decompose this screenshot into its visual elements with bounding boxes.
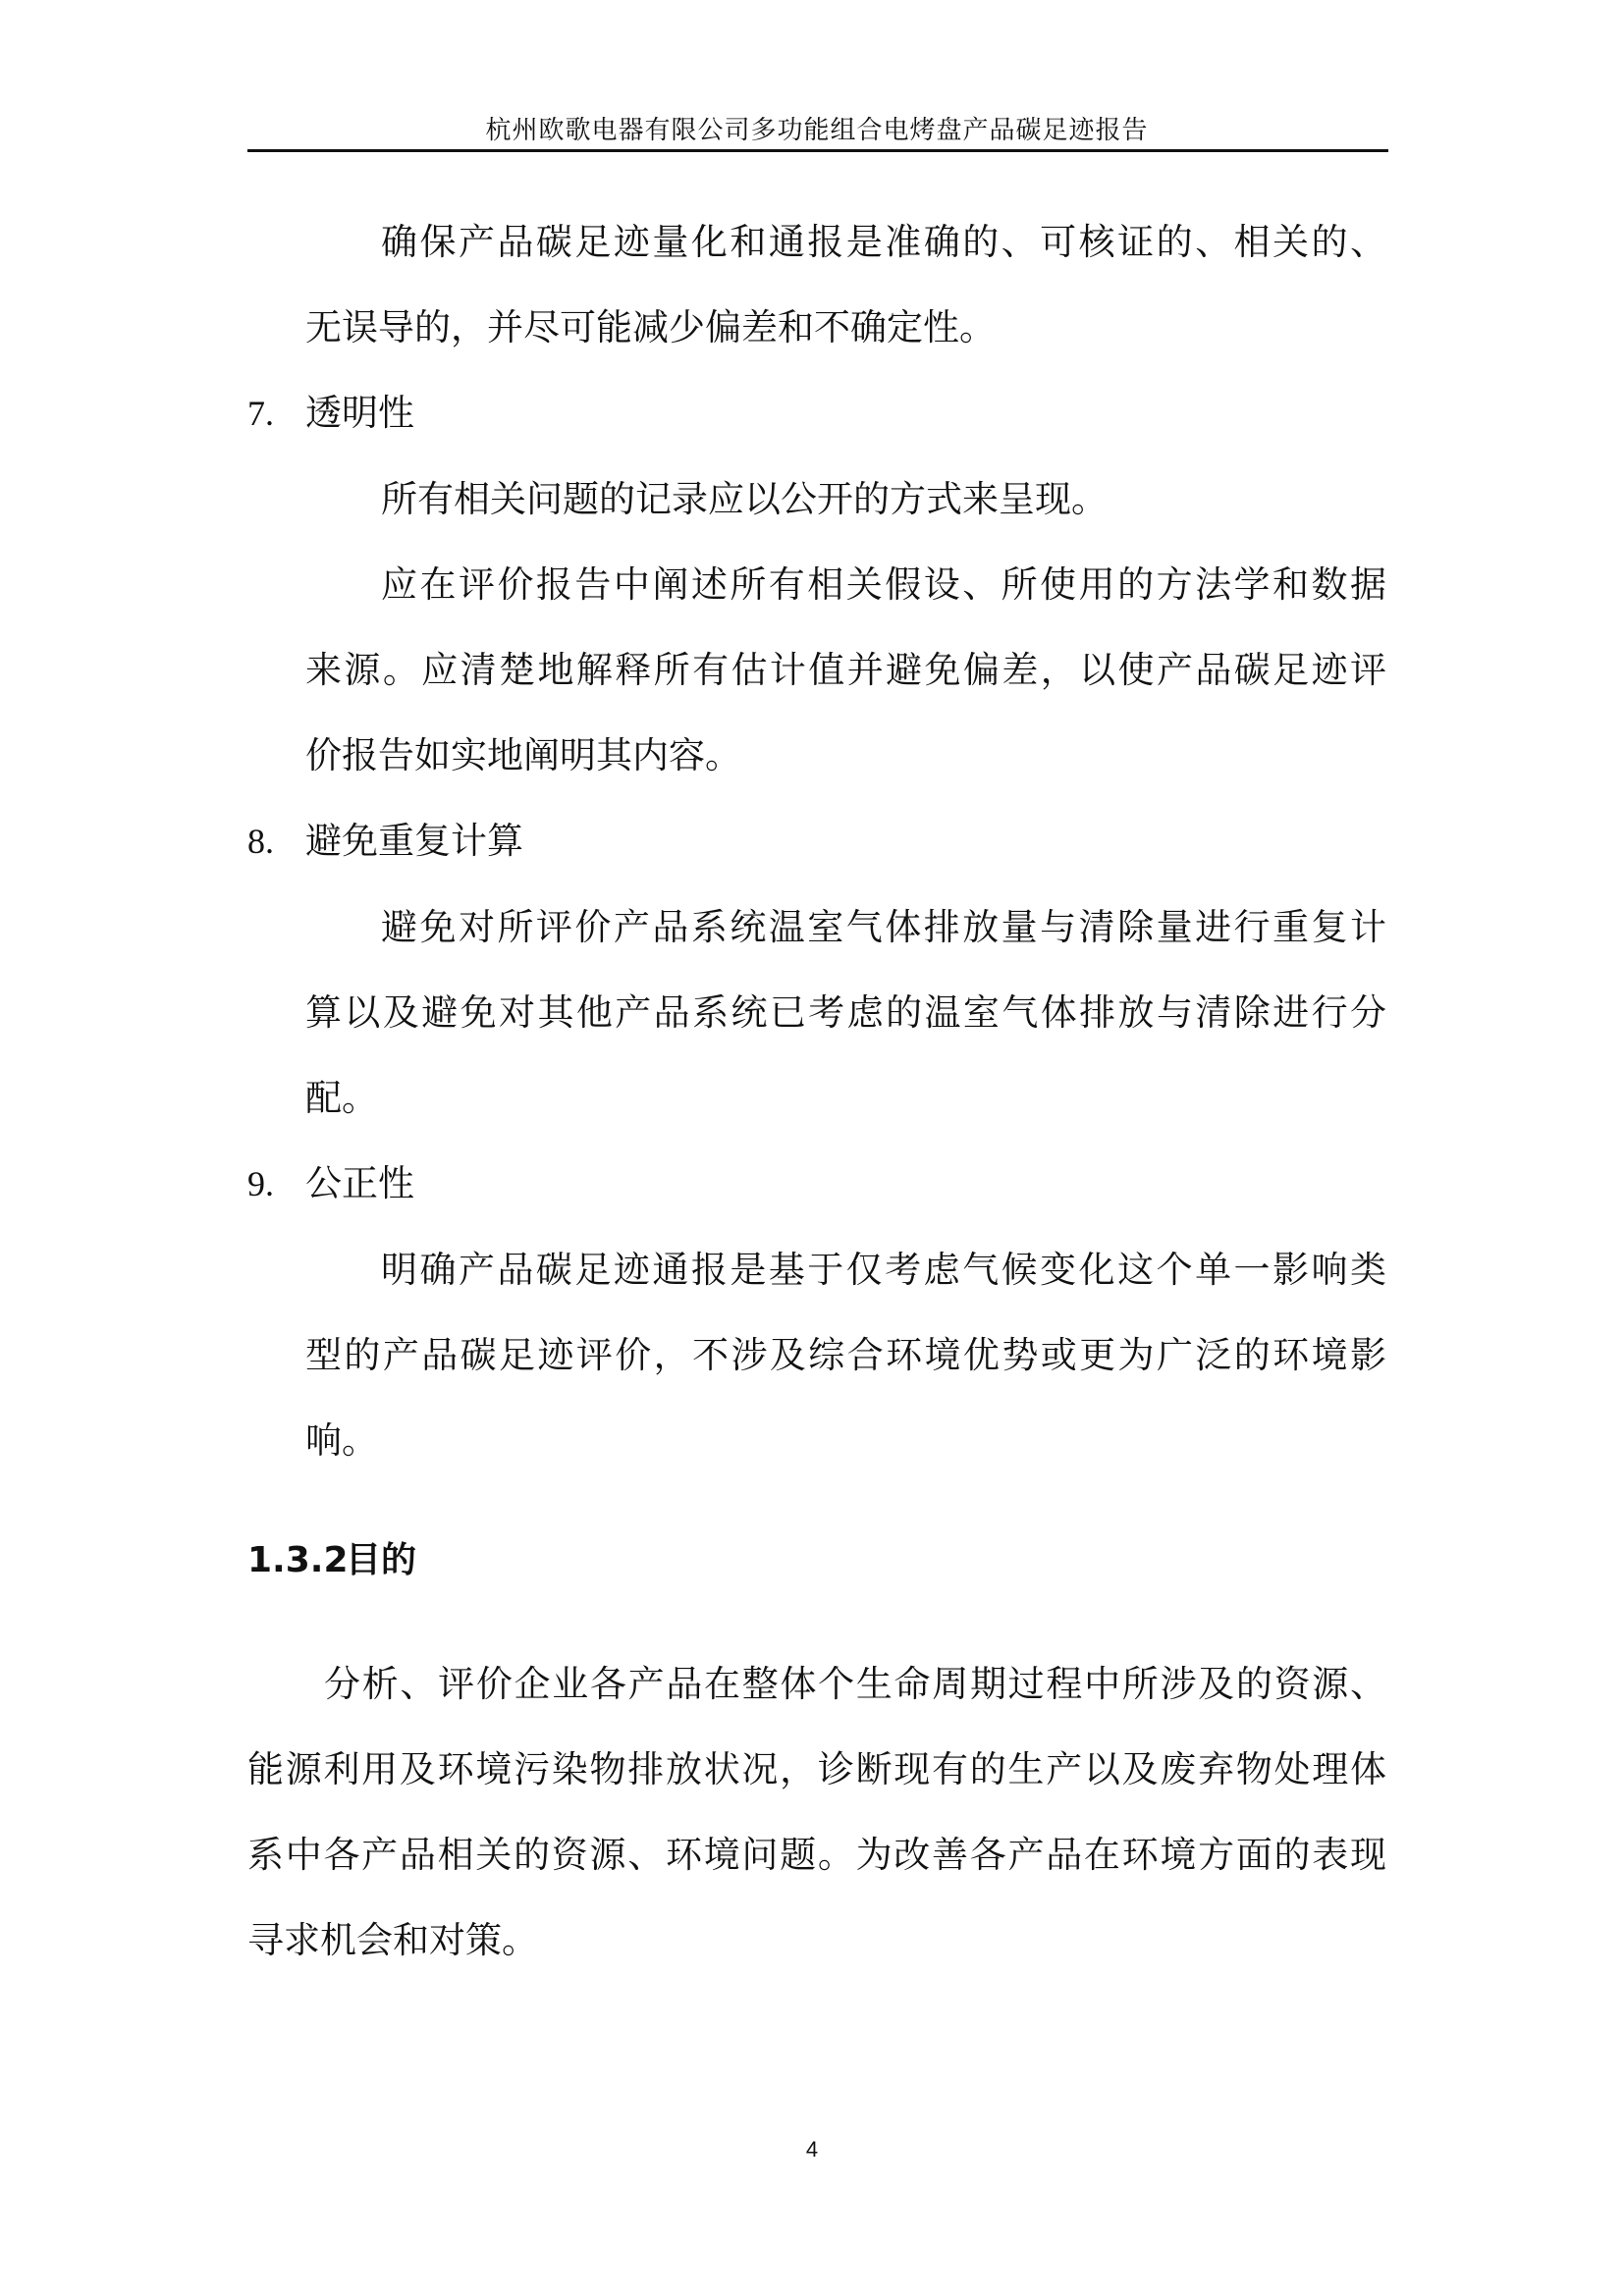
running-header: 杭州欧歌电器有限公司多功能组合电烤盘产品碳足迹报告 — [485, 116, 1149, 145]
paragraph-line: 来源。应清楚地解释所有估计值并避免偏差，以使产品碳足迹评 — [305, 649, 1386, 691]
paragraph-line: 明确产品碳足迹通报是基于仅考虑气候变化这个单一影响类 — [381, 1249, 1386, 1291]
paragraph-line: 应在评价报告中阐述所有相关假设、所使用的方法学和数据 — [381, 563, 1386, 606]
section-number: 1.3.2 — [247, 1540, 349, 1580]
paragraph-line: 寻求机会和对策。 — [247, 1919, 538, 1961]
page-number: 4 — [805, 2137, 819, 2162]
paragraph-line: 算以及避免对其他产品系统已考虑的温室气体排放与清除进行分 — [305, 991, 1386, 1034]
paragraph-line: 配。 — [305, 1077, 378, 1119]
list-item-title: 避免重复计算 — [305, 820, 523, 862]
header-rule — [247, 149, 1388, 152]
paragraph-line: 能源利用及环境污染物排放状况，诊断现有的生产以及废弃物处理体 — [247, 1748, 1386, 1790]
list-item-title: 透明性 — [305, 392, 414, 434]
list-item-title: 公正性 — [305, 1162, 414, 1204]
paragraph-line: 系中各产品相关的资源、环境问题。为改善各产品在环境方面的表现 — [247, 1834, 1386, 1876]
section-title: 目的 — [346, 1540, 417, 1580]
paragraph-line: 无误导的，并尽可能减少偏差和不确定性。 — [305, 306, 996, 348]
paragraph-line: 避免对所评价产品系统温室气体排放量与清除量进行重复计 — [381, 906, 1386, 948]
list-number: 9. — [247, 1164, 274, 1203]
list-number: 8. — [247, 822, 274, 861]
paragraph-line: 型的产品碳足迹评价，不涉及综合环境优势或更为广泛的环境影 — [305, 1334, 1386, 1376]
paragraph-line: 确保产品碳足迹量化和通报是准确的、可核证的、相关的、 — [381, 221, 1386, 263]
paragraph-line: 所有相关问题的记录应以公开的方式来呈现。 — [381, 478, 1108, 520]
list-number: 7. — [247, 394, 274, 433]
paragraph-line: 价报告如实地阐明其内容。 — [305, 734, 741, 776]
paragraph-line: 响。 — [305, 1419, 378, 1462]
paragraph-line: 分析、评价企业各产品在整体个生命周期过程中所涉及的资源、 — [324, 1663, 1386, 1705]
